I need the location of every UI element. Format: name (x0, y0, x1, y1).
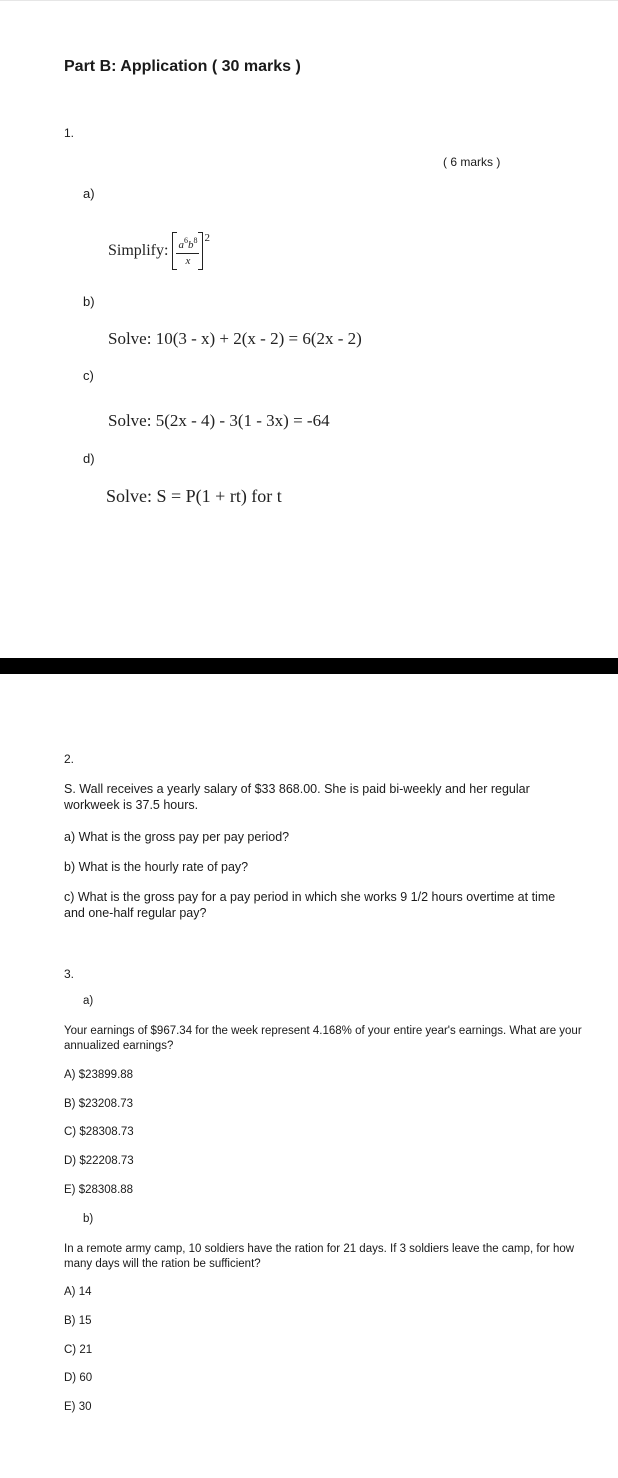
q2a-question: a) What is the gross pay per pay period? (64, 830, 290, 844)
q2-intro: S. Wall receives a yearly salary of $33 868.00. She is paid bi-weekly and her regular workweek is 37.5 hours. (64, 782, 530, 812)
q1d-label: d) (83, 451, 95, 466)
q2b-question: b) What is the hourly rate of pay? (64, 860, 249, 874)
q3-number: 3. (64, 967, 75, 981)
q1a-label: a) (83, 186, 95, 201)
q1a-prefix: Simplify: (108, 242, 169, 259)
q3a-option-a: A) $23899.88 (64, 1069, 134, 1081)
q1a-numerator: $a^6b^8$ (176, 234, 199, 254)
q2-number: 2. (64, 752, 75, 766)
q3a-option-c: C) $28308.73 (64, 1126, 134, 1138)
q1c-label: c) (83, 368, 94, 383)
q1b-equation: Solve: 10(3 - x) + 2(x - 2) = 6(2x - 2) (108, 329, 362, 348)
q3b-option-d: D) 60 (64, 1372, 93, 1384)
q1a-outer-exponent: 2 (204, 232, 210, 244)
q3b-option-a: A) 14 (64, 1286, 92, 1298)
q1-marks: ( 6 marks ) (443, 155, 501, 169)
q1a-denominator: x (185, 255, 191, 268)
q1a-fraction (176, 234, 199, 268)
q3a-label: a) (83, 995, 94, 1007)
q1d-equation: Solve: S = P(1 + rt) for t (106, 486, 282, 506)
q3a-question: Your earnings of $967.34 for the week represent 4.168% of your entire year's earnings. What are your annualized earnings? (64, 1025, 582, 1052)
q3b-option-b: B) 15 (64, 1315, 92, 1327)
q3a-option-b: B) $23208.73 (64, 1098, 134, 1110)
section-heading: Part B: Application ( 30 marks ) (64, 58, 301, 75)
q3b-option-e: E) 30 (64, 1401, 92, 1413)
q1-number: 1. (64, 126, 75, 140)
q1a-expression (108, 232, 210, 268)
top-border (0, 0, 618, 1)
q1a-bracket (172, 234, 203, 268)
q1c-equation: Solve: 5(2x - 4) - 3(1 - 3x) = -64 (108, 411, 330, 430)
page-divider (0, 658, 618, 674)
q3a-option-d: D) $22208.73 (64, 1155, 134, 1167)
q3b-option-c: C) 21 (64, 1344, 93, 1356)
q1b-label: b) (83, 294, 95, 309)
q3a-option-e: E) $28308.88 (64, 1184, 134, 1196)
q3b-label: b) (83, 1213, 94, 1225)
q3b-question: In a remote army camp, 10 soldiers have the ration for 21 days. If 3 soldiers leave the camp, for how many days will the ration be sufficient? (64, 1243, 575, 1270)
q2c-question: c) What is the gross pay for a pay period in which she works 9 1/2 hours overtime at time and one-half regular pay? (64, 890, 556, 920)
